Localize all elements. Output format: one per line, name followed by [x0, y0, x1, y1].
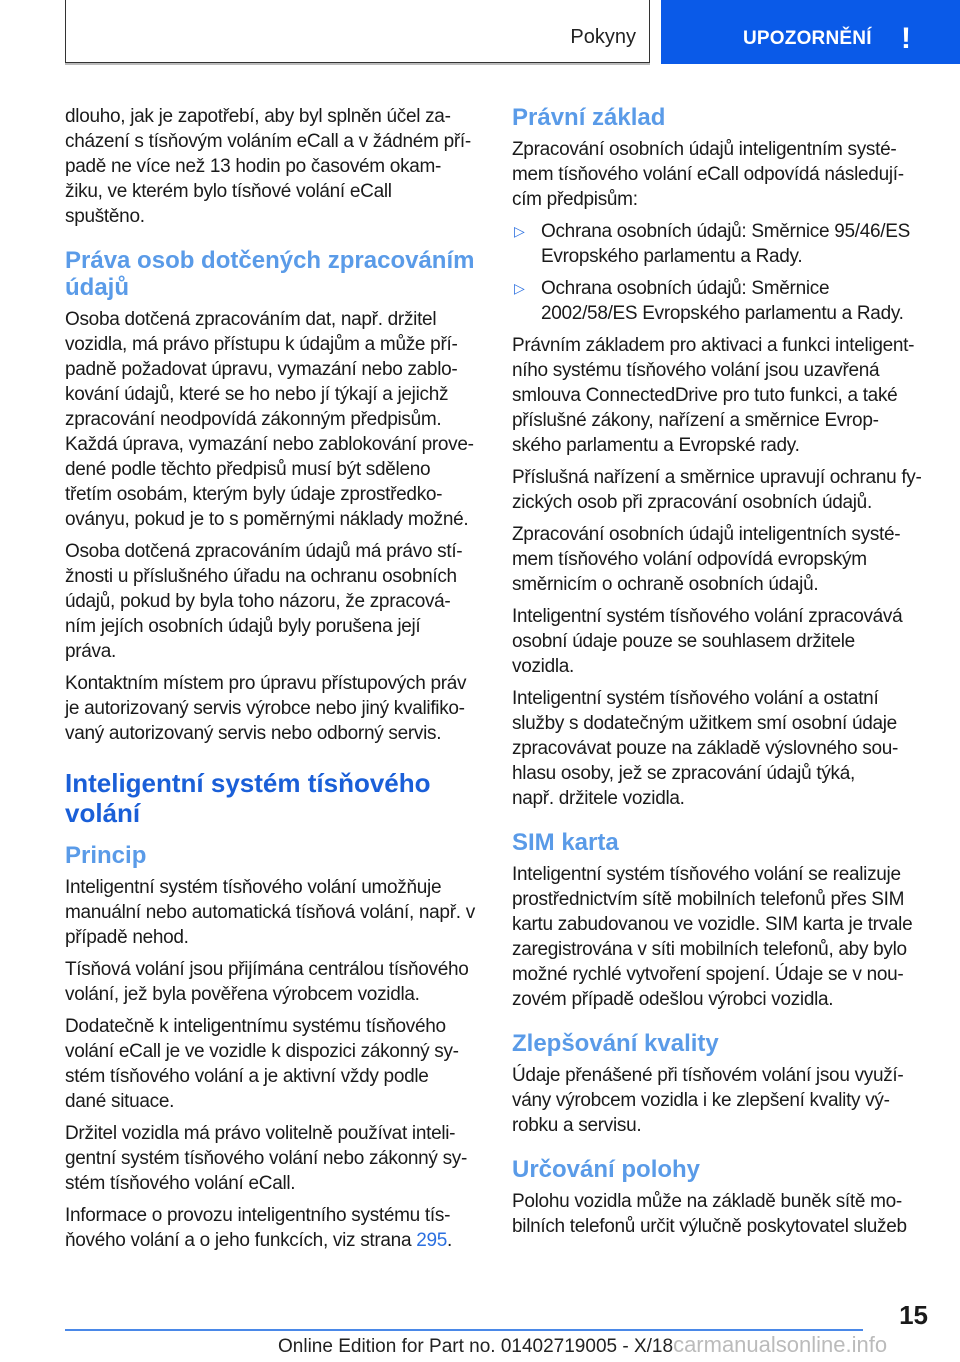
paragraph: Polohu vozidla může na základě buněk sítě mo- bilních telefonů určit výlučně poskytovatel služeb — [512, 1191, 907, 1237]
edition-text: Online Edition for Part no. 01402719005 - X/18 — [278, 1336, 674, 1357]
list-item-text: Ochrana osobních údajů: Směrnice 95/46/ES Evropského parlamentu a Rady. — [541, 221, 910, 267]
warning-tab-label: UPOZORNĚNÍ — [743, 28, 872, 49]
paragraph: Osoba dotčená zpracováním údajů má právo stí- žnosti u příslušného úřadu na ochranu osobních údajů, pokud by byla toho názoru, že zpracová- ním jejích osobních údajů byly porušena její práva. — [65, 541, 463, 662]
list-item — [512, 276, 932, 326]
triangle-bullet-icon: ▷ — [514, 223, 525, 239]
bullet-list — [512, 219, 932, 326]
footer — [278, 1332, 887, 1358]
list-item — [512, 219, 932, 269]
page-number: 15 — [899, 1300, 928, 1330]
paragraph: Příslušná nařízení a směrnice upravují ochranu fy- zických osob při zpracování osobních údajů. — [512, 467, 922, 513]
exclamation-icon: ! — [901, 22, 911, 55]
heading-emergency-call-system: Inteligentní systém tísňového volání — [65, 768, 431, 828]
paragraph: Zpracování osobních údajů inteligentních systé- mem tísňového volání odpovídá evropským směrnicím o ochraně osobních údajů. — [512, 524, 901, 595]
paragraph: Dodatečně k inteligentnímu systému tísňového volání eCall je ve vozidle k dispozici zákonný sy- stém tísňového volání a je aktivní vždy podle dané situace. — [65, 1016, 459, 1112]
heading-sim-card: SIM karta — [512, 829, 619, 856]
heading-location: Určování polohy — [512, 1156, 701, 1183]
paragraph: Inteligentní systém tísňového volání a ostatní služby s dodatečným užitkem smí osobní údaje zpracovávat pouze na základě výslovného sou- hlasu osoby, jež se zpracování údajů týká, např. držitele vozidla. — [512, 688, 899, 809]
section-header — [65, 0, 650, 63]
right-column — [512, 104, 932, 1246]
period: . — [447, 1230, 452, 1251]
watermark: carmanualsonline.info — [673, 1332, 888, 1357]
heading-principle: Princip — [65, 842, 147, 869]
paragraph: Inteligentní systém tísňového volání umožňuje manuální nebo automatická tísňová volání, např. v případě nehod. — [65, 877, 475, 948]
footer-divider — [65, 1329, 863, 1331]
section-title: Pokyny — [570, 26, 636, 48]
triangle-bullet-icon: ▷ — [514, 280, 525, 296]
paragraph: Inteligentní systém tísňového volání se realizuje prostřednictvím sítě mobilních telefonů přes SIM kartu zabudovanou ve vozidle. SIM karta je trvale zaregistrována v síti mobilních telefonů, aby bylo možné rychlé vytvoření spojení. Údaje se v nou- zovém případě odešlou výrobci vozidla. — [512, 864, 913, 1010]
left-column — [65, 104, 485, 1260]
paragraph: Osoba dotčená zpracováním dat, např. držitel vozidla, má právo přístupu k údajům a může pří- padně požadovat úpravu, vymazání nebo zablo- kování údajů, které se ho nebo jí týkají a jejichž zpracování neodpovídá zákonným předpisům. Každá úprava, vymazání nebo zablokování prove- dené podle těchto předpisů musí být sděleno třetím osobám, kterým byly údaje zprostředko- oványu, pokud je to s poměrnými náklady možné. — [65, 309, 474, 530]
heading-data-subject-rights: Práva osob dotčených zpracováním údajů — [65, 247, 475, 301]
paragraph: Údaje přenášené při tísňovém volání jsou využí- vány výrobcem vozidla i ke zlepšení kvality vý- robku a servisu. — [512, 1065, 904, 1136]
paragraph: Držitel vozidla má právo volitelně používat inteli- gentní systém tísňového volání nebo zákonný sy- stém tísňového volání eCall. — [65, 1123, 468, 1194]
page-link-295[interactable]: 295 — [416, 1230, 447, 1251]
paragraph: Právním základem pro aktivaci a funkci inteligent- ního systému tísňového volání jsou uzavřená smlouva ConnectedDrive pro tuto funkci, a také příslušné zákony, nařízení a směrnice Evrop- ského parlamentu a Evropské rady. — [512, 335, 915, 456]
warning-tab[interactable] — [661, 0, 960, 64]
paragraph: Kontaktním místem pro úpravu přístupových práv je autorizovaný servis výrobce nebo jiný kvalifiko- vaný autorizovaný servis nebo odborný servis. — [65, 673, 467, 744]
paragraph-text: Informace o provozu inteligentního systému tís- ňového volání a o jeho funkcích, viz strana — [65, 1205, 451, 1251]
paragraph: Tísňová volání jsou přijímána centrálou tísňového volání, jež byla pověřena výrobcem vozidla. — [65, 959, 469, 1005]
paragraph: Inteligentní systém tísňového volání zpracovává osobní údaje pouze se souhlasem držitele vozidla. — [512, 606, 903, 677]
heading-quality-improvement: Zlepšování kvality — [512, 1030, 719, 1057]
paragraph — [65, 1203, 485, 1253]
heading-legal-basis: Právní základ — [512, 104, 666, 131]
paragraph: dlouho, jak je zapotřebí, aby byl splněn účel za- cházení s tísňovým voláním eCall a v žádném pří- padě ne více než 13 hodin po časovém okam- žiku, ve kterém bylo tísňové volání eCall spuštěno. — [65, 106, 471, 227]
paragraph: Zpracování osobních údajů inteligentním systé- mem tísňového volání eCall odpovídá následují- cím předpisům: — [512, 139, 904, 210]
list-item-text: Ochrana osobních údajů: Směrnice 2002/58/ES Evropského parlamentu a Rady. — [541, 278, 904, 324]
